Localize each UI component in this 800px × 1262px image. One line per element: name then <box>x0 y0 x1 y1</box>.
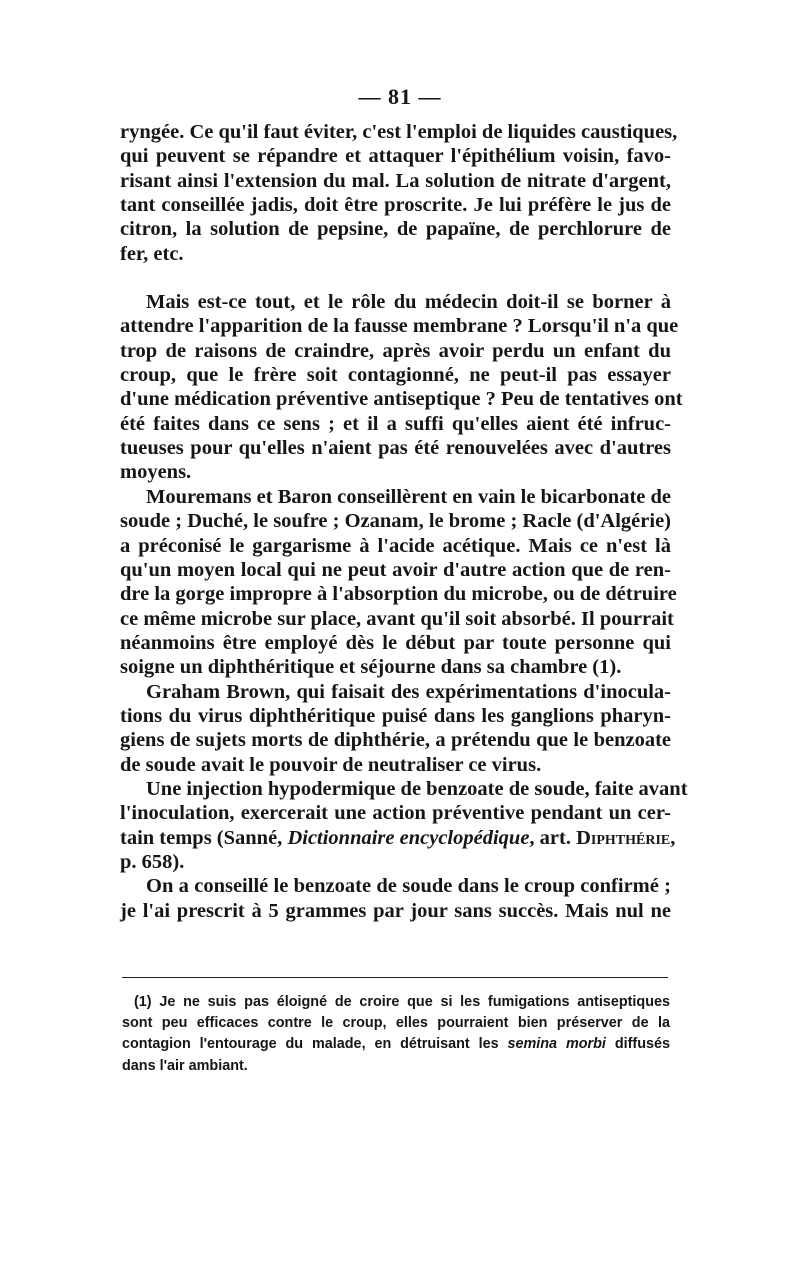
text-line: d'une médication préventive antiseptique ? Peu de tentatives ont <box>120 388 683 411</box>
footnote-line <box>122 1034 670 1055</box>
text-line: moyens. <box>120 461 192 484</box>
text-line: soude ; Duché, le soufre ; Ozanam, le brome ; Racle (d'Algérie) <box>120 510 671 533</box>
text-line: de soude avait le pouvoir de neutraliser ce virus. <box>120 753 542 776</box>
text-line: ryngée. Ce qu'il faut éviter, c'est l'emploi de liquides caustiques, <box>120 121 678 143</box>
page-number: — 81 — <box>358 84 442 109</box>
paragraph-gap <box>120 266 671 290</box>
text-line: giens de sujets morts de diphthérie, a prétendu que le benzoate <box>120 729 671 752</box>
text-line: p. 658). <box>120 850 185 873</box>
text-line: néanmoins être employé dès le début par toute personne qui <box>120 631 671 654</box>
text-line: croup, que le frère soit contagionné, ne peut-il pas essayer <box>120 364 671 387</box>
text-line <box>120 826 676 850</box>
text-line: qu'un moyen local qui ne peut avoir d'autre action que de ren- <box>120 558 671 581</box>
text-line: été faites dans ce sens ; et il a suffi qu'elles aient été infruc- <box>120 412 671 435</box>
text-line: tions du virus diphthéritique puisé dans les ganglions pharyn- <box>120 704 671 727</box>
text-fragment: contagion l'entourage du malade, en détruisant les <box>122 1036 508 1053</box>
text-line: dre la gorge impropre à l'absorption du microbe, ou de détruire <box>120 583 677 606</box>
text-line: soigne un diphthéritique et séjourne dans sa chambre (1). <box>120 656 622 679</box>
footnote-line: sont peu efficaces contre le croup, elles pourraient bien préserver de la <box>122 1015 670 1032</box>
footnote-line: dans l'air ambiant. <box>122 1057 248 1074</box>
text-line: Une injection hypodermique de benzoate de soude, faite avant <box>146 777 688 800</box>
text-line: je l'ai prescrit à 5 grammes par jour sans succès. Mais nul ne <box>120 899 671 922</box>
text-line: l'inoculation, exercerait une action préventive pendant un cer- <box>120 802 671 825</box>
footnote-line: (1) Je ne suis pas éloigné de croire que si les fumigations antiseptiques <box>134 994 670 1010</box>
text-line: trop de raisons de craindre, après avoir perdu un enfant du <box>120 339 671 362</box>
main-text <box>120 120 688 923</box>
text-line: On a conseillé le benzoate de soude dans le croup confirmé ; <box>146 875 671 898</box>
text-fragment: tain temps (Sanné, <box>120 826 288 849</box>
text-line: ce même microbe sur place, avant qu'il soit absorbé. Il pourrait <box>120 607 674 630</box>
text-line: a préconisé le gargarisme à l'acide acétique. Mais ce n'est là <box>120 534 671 557</box>
text-fragment: , art. <box>529 826 577 849</box>
text-line: qui peuvent se répandre et attaquer l'épithélium voisin, favo- <box>120 145 671 168</box>
text-fragment: , <box>670 826 676 849</box>
text-line: tueuses pour qu'elles n'aient pas été renouvelées avec d'autres <box>120 437 671 460</box>
text-line: fer, etc. <box>120 242 184 265</box>
footnote-divider <box>122 977 668 978</box>
text-fragment: diffusés <box>605 1036 670 1053</box>
footnote <box>122 992 670 1077</box>
text-line: Graham Brown, qui faisait des expérimentations d'inocula- <box>146 680 671 703</box>
italic-title: Dictionnaire encyclopédique <box>287 826 530 849</box>
text-line: Mais est-ce tout, et le rôle du médecin doit-il se borner à <box>146 291 671 314</box>
small-caps-term: Diphthérie <box>576 826 671 849</box>
text-line: risant ainsi l'extension du mal. La solution de nitrate d'argent, <box>120 169 671 192</box>
text-line: Mouremans et Baron conseillèrent en vain le bicarbonate de <box>146 485 671 508</box>
text-line: citron, la solution de pepsine, de papaïne, de perchlorure de <box>120 218 671 241</box>
text-line: tant conseillée jadis, doit être proscrite. Je lui préfère le jus de <box>120 194 671 217</box>
italic-term: semina morbi <box>507 1036 606 1053</box>
text-line: attendre l'apparition de la fausse membrane ? Lorsqu'il n'a que <box>120 315 679 338</box>
